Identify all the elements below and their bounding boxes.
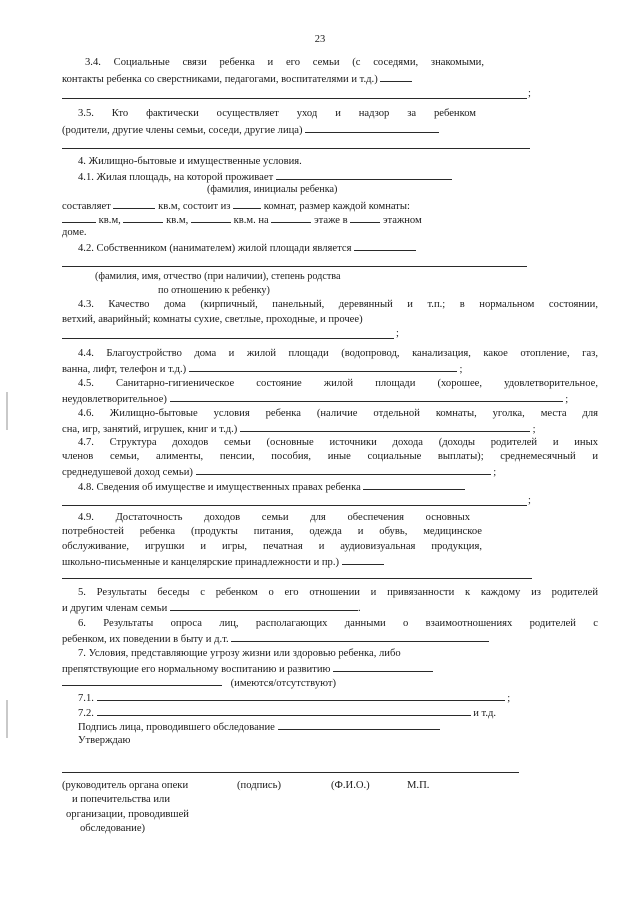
answer-line [62,338,394,339]
section-4-5-line-2-text: неудовлетворительное) [62,394,167,405]
period: . [357,603,361,614]
semicolon: ; [565,394,569,405]
section-4-8-line-1 [78,479,465,492]
item-7-2 [78,705,496,718]
blank-field [189,361,457,372]
semicolon: ; [396,328,399,339]
section-4-3-line-1: 4.3. Качество дома (кирпичный, панельный, деревянный и т.п.; в нормальном состоянии, [78,299,598,310]
signature-col-stamp: М.П. [407,780,430,791]
section-3-5-line-2-text: (родители, другие члены семьи, соседи, другие лица) [62,125,303,136]
caption-child-name: (фамилия, инициалы ребенка) [207,184,338,195]
text: этажном [382,215,422,226]
blank-field [276,169,452,180]
section-4-3-line-2-text: ветхий, аварийный; комнаты сухие, светлые, проходные, и прочее) [62,314,363,325]
page-number: 23 [314,34,326,45]
section-4-7-line-3 [62,464,496,477]
answer-line [62,148,530,149]
section-4-6-line-2-text: сна, игр, занятий, игрушек, книг и т.д.) [62,424,238,435]
section-6-line-1: 6. Результаты опроса лиц, располагающих данными о взаимоотношениях родителей с [78,618,598,629]
inspector-signature-line [78,719,440,732]
text: составляет [62,201,111,212]
section-7-line-1: 7. Условия, представляющие угрозу жизни или здоровью ребенка, либо [78,648,401,659]
section-4-9-line-3: обслуживание, игрушки и игры, печатная и аудиовизуальная продукция, [62,541,482,552]
blank-field [97,705,471,716]
section-5-line-1: 5. Результаты беседы с ребенком о его отношении и привязанности к каждому из родителей [78,587,598,598]
blank-field [196,464,491,475]
semicolon: ; [532,424,536,435]
scan-edge-mark [6,392,8,430]
section-4-7-line-2: членов семьи, алименты, пенсии, пособия, иные социальные выплаты); среднемесячный и [62,451,598,462]
blank-field [170,391,563,402]
blank-field [170,600,358,611]
section-4-2-line-1-text: 4.2. Собственником (нанимателем) жилой площади является [78,243,352,254]
section-4-2-line-1 [78,240,416,253]
section-4-heading: 4. Жилищно-бытовые и имущественные условия. [78,156,302,167]
section-4-5-line-1: 4.5. Санитарно-гигиеническое состояние жилой площади (хорошее, удовлетворительное, [78,378,598,389]
blank-field [233,198,261,209]
section-4-9-line-2: потребностей ребенка (продукты питания, одежда и обувь, медицинское [62,526,482,537]
answer-line [62,505,527,506]
section-5-line-2-text: и другим членам семьи [62,603,168,614]
semicolon: ; [528,495,531,506]
signature-col-head-line-4: обследование) [80,823,146,834]
scan-edge-mark [6,700,8,738]
section-4-1-line-1-text: 4.1. Жилая площадь, на которой проживает [78,172,274,183]
semicolon: ; [507,693,511,704]
text: кв.м, состоит из [158,201,231,212]
text: комнат, размер каждой комнаты: [263,201,410,212]
blank-field [240,421,530,432]
section-4-7-line-3-text: среднедушевой доход семьи) [62,467,193,478]
blank-field [62,675,222,686]
approve-label: Утверждаю [78,735,131,746]
blank-field [231,631,489,642]
section-3-5-line-2 [62,122,439,135]
item-7-1 [78,690,510,703]
section-4-3-line-2 [62,313,363,326]
answer-line [62,578,532,579]
text: кв.м, [166,215,189,226]
blank-field [305,122,439,133]
section-4-9-line-4 [62,554,384,567]
section-7-line-2 [62,661,433,674]
section-6-line-2 [62,631,489,644]
blank-field [342,554,384,565]
signature-col-head-line-3: организации, проводившей [66,809,189,820]
item-7-2-label: 7.2. [78,708,94,719]
blank-field [191,212,231,223]
section-4-1-line-3 [62,212,422,225]
semicolon: ; [459,364,463,375]
section-7-line-2-text: препятствующие его нормальному воспитанию и развитию [62,664,331,675]
semicolon: ; [493,467,497,478]
blank-field [333,661,433,672]
signature-line [62,772,519,773]
section-4-8-line-1-text: 4.8. Сведения об имуществе и имущественных правах ребенка [78,482,361,493]
blank-field [113,198,155,209]
blank-field [62,212,96,223]
item-7-2-etc: и т.д. [473,708,497,719]
section-4-7-line-1: 4.7. Структура доходов семьи (основные источники дохода (доходы родителей и иных [78,437,598,448]
answer-line [62,266,527,267]
semicolon: ; [528,88,531,99]
section-4-6-line-2 [62,421,536,434]
blank-field [97,690,505,701]
blank-field [123,212,163,223]
signature-col-signature: (подпись) [237,780,281,791]
section-4-4-line-2 [62,361,462,374]
section-3-4-line-2-text: контакты ребенка со сверстниками, педагогами, воспитателями и т.д.) [62,74,378,85]
inspector-signature-label: Подпись лица, проводившего обследование [78,722,275,733]
caption-owner-line-1: (фамилия, имя, отчество (при наличии), степень родства [95,271,341,282]
section-4-1-line-2 [62,198,410,211]
section-3-5-line-1: 3.5. Кто фактически осуществляет уход и надзор за ребенком [78,108,476,119]
section-4-9-line-1: 4.9. Достаточность доходов семьи для обеспечения основных [78,512,470,523]
section-4-1-line-4: доме. [62,227,87,238]
caption-owner-line-2: по отношению к ребенку) [158,285,270,296]
signature-col-head-line-2: и попечительства или [72,794,171,805]
section-4-1-line-1 [78,169,452,182]
blank-field [380,71,412,82]
caption-present-absent: (имеются/отсутствуют) [230,678,337,689]
item-7-1-label: 7.1. [78,693,94,704]
section-3-4-line-2 [62,71,412,84]
answer-line [62,98,527,99]
section-5-line-2 [62,600,361,613]
section-4-4-line-1: 4.4. Благоустройство дома и жилой площади (водопровод, канализация, какое отопление, газ, [78,348,598,359]
signature-col-name: (Ф.И.О.) [331,780,370,791]
section-6-line-2-text: ребенком, их поведении в быту и д.т. [62,634,229,645]
text: кв.м. на [233,215,269,226]
blank-field [350,212,380,223]
blank-field [363,479,465,490]
section-7-line-3 [62,675,336,688]
blank-field [278,719,440,730]
section-3-4-line-1: 3.4. Социальные связи ребенка и его семьи (с соседями, знакомыми, [85,57,484,68]
section-4-9-line-4-text: школьно-письменные и канцелярские принадлежности и пр.) [62,557,340,568]
section-4-4-line-2-text: ванна, лифт, телефон и т.д.) [62,364,187,375]
section-4-6-line-1: 4.6. Жилищно-бытовые условия ребенка (наличие отдельной комнаты, уголка, места для [78,408,598,419]
text: кв.м, [98,215,121,226]
text: этаже в [314,215,348,226]
blank-field [354,240,416,251]
section-4-5-line-2 [62,391,568,404]
signature-col-head-line-1: (руководитель органа опеки [62,780,189,791]
blank-field [271,212,311,223]
